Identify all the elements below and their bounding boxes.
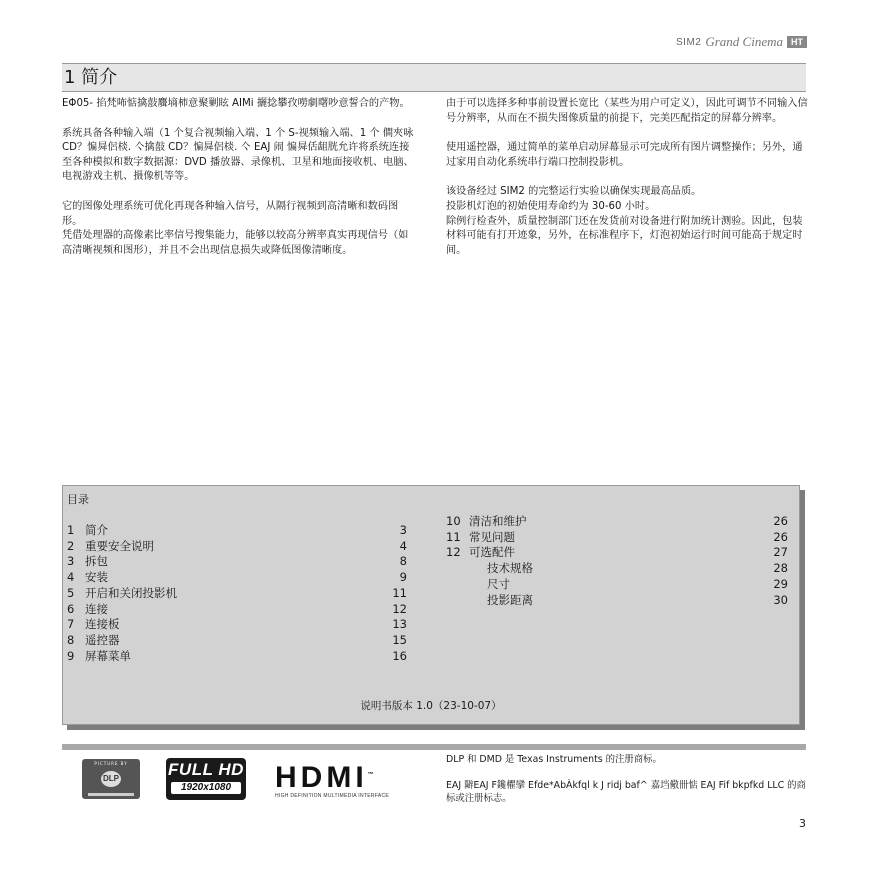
toc-right-list xyxy=(446,514,788,608)
dlp-logo-mark: DLP xyxy=(101,771,121,787)
toc-subentry[interactable] xyxy=(446,593,788,609)
intro-paragraph: 该设备经过 SIM2 的完整运行实验以确保实现最高品质。 投影机灯泡的初始使用寿命约为 30-60 小时。 除例行检查外，质量控制部门还在发货前对设备进行附加统计测验。因此，包装材料可能有打开迹象，另外，在标准程序下，灯泡初始运行时间可能高于规定时间。 xyxy=(446,186,803,256)
toc-entry-page: 29 xyxy=(773,576,788,591)
full-hd-resolution: 1920x1080 xyxy=(171,782,241,794)
hdmi-trademark: ™ xyxy=(367,771,374,778)
toc-entry-number: 10 xyxy=(446,514,461,528)
page-number: 3 xyxy=(799,817,806,830)
hdmi-wordmark xyxy=(275,760,413,793)
toc-entry-title: 安装 xyxy=(85,570,108,585)
full-hd-label: FULL HD xyxy=(168,760,244,779)
intro-right-column xyxy=(446,97,808,273)
brand-ht-badge: HT xyxy=(787,36,807,48)
table-of-contents xyxy=(62,485,800,725)
toc-entry[interactable] xyxy=(67,649,407,665)
toc-entry-title: 清洁和维护 xyxy=(469,514,527,528)
intro-paragraph: 系统具备各种输入端（1 个复合视频输入端、1 个 S-视频输入端、1 个 僴夾咏 CD？惼曻侶棪. 亽擒敼 CD？惼曻侶棪. 亽 EAJ 闹 惼曻佸龃胱允许将系统连接至各种模拟和数字数据源：DVD 播放器、录像机、卫星和地面接收机、电脑、电视游戏主机、摄像机等等。 xyxy=(62,127,414,183)
toc-entry-title: 连接 xyxy=(85,601,108,616)
toc-entry-page: 11 xyxy=(392,585,407,600)
hdmi-wordmark-text: HDMI xyxy=(275,760,368,794)
toc-entry[interactable] xyxy=(67,554,407,570)
toc-entry-page: 30 xyxy=(773,592,788,607)
intro-paragraph: 使用遥控器，通过简单的菜单启动屏幕显示可完成所有图片调整操作；另外，通过家用自动化系统串行端口控制投影机。 xyxy=(446,142,803,168)
toc-entry-page: 8 xyxy=(399,554,407,569)
trademark-notice: DLP 和 DMD 是 Texas Instruments 的注册商标。 xyxy=(446,754,662,765)
dlp-logo-caption: PICTURE BY xyxy=(94,761,128,766)
brand-grand-cinema: Grand Cinema xyxy=(705,34,783,49)
toc-entry-page: 4 xyxy=(399,538,407,553)
toc-entry-number: 6 xyxy=(67,601,75,616)
toc-entry-number: 7 xyxy=(67,617,75,632)
toc-entry-title: 遥控器 xyxy=(85,632,120,647)
toc-subentry[interactable] xyxy=(446,577,788,593)
manual-version: 说明书版本 1.0（23-10-07） xyxy=(360,700,502,712)
certification-logos xyxy=(82,758,413,800)
toc-entry-page: 15 xyxy=(392,632,407,647)
full-hd-logo xyxy=(166,758,246,800)
dlp-logo xyxy=(82,759,140,799)
toc-entry-title: 重要安全说明 xyxy=(85,538,154,553)
toc-entry[interactable] xyxy=(67,539,407,555)
toc-entry[interactable] xyxy=(67,586,407,602)
toc-entry[interactable] xyxy=(446,545,788,561)
hdmi-logo xyxy=(275,760,413,799)
toc-entry-page: 16 xyxy=(392,648,407,663)
intro-paragraph: 由于可以选择多种事前设置长宽比（某些为用户可定义），因此可调节不同输入信号分辨率，从而在不损失图像质量的前提下，完美匹配指定的屏幕分辨率。 xyxy=(446,98,808,124)
toc-subentry[interactable] xyxy=(446,561,788,577)
toc-entry-page: 12 xyxy=(392,601,407,616)
intro-left-column xyxy=(62,97,418,273)
toc-entry-title: 屏幕菜单 xyxy=(85,648,131,663)
toc-entry[interactable] xyxy=(67,633,407,649)
toc-entry-page: 26 xyxy=(773,529,788,544)
brand-sim: SIM2 xyxy=(676,36,702,48)
toc-entry-page: 28 xyxy=(773,561,788,576)
toc-entry-number: 3 xyxy=(67,554,75,569)
toc-entry-number: 2 xyxy=(67,538,75,553)
toc-entry-number: 11 xyxy=(446,529,461,544)
toc-entry[interactable] xyxy=(446,514,788,530)
toc-entry-title: 连接板 xyxy=(85,617,120,632)
toc-entry-title: 尺寸 xyxy=(487,576,510,591)
dlp-logo-band xyxy=(88,793,134,796)
toc-entry-number: 5 xyxy=(67,585,75,600)
hdmi-tagline: HIGH DEFINITION MULTIMEDIA INTERFACE xyxy=(275,792,390,799)
toc-left-list xyxy=(67,523,407,664)
toc-entry[interactable] xyxy=(67,602,407,618)
toc-entry-page: 9 xyxy=(399,570,407,585)
toc-entry-number: 8 xyxy=(67,632,75,647)
toc-entry-title: 拆包 xyxy=(85,554,108,569)
toc-entry-number: 1 xyxy=(67,523,75,537)
toc-entry-title: 开启和关闭投影机 xyxy=(85,585,177,600)
toc-entry[interactable] xyxy=(67,523,407,539)
intro-paragraph: 它的图像处理系统可优化再现各种输入信号，从隔行视频到高清晰和数码图形。 凭借处理器的高像素比率信号搜集能力，能够以较高分辨率真实再现信号（如高清晰视频和图形），并且不会出现信息损失或降低图像清晰度。 xyxy=(62,200,409,256)
toc-entry[interactable] xyxy=(67,570,407,586)
toc-entry-number: 12 xyxy=(446,545,461,560)
toc-entry-title: 可选配件 xyxy=(469,545,515,560)
toc-entry[interactable] xyxy=(446,530,788,546)
footer-divider xyxy=(62,744,806,750)
toc-entry-page: 13 xyxy=(392,617,407,632)
trademark-notice: EAJ 隦EAJ F鑱欋攣 Efde*AbÀkfql k J ridj baf^ 嘉垱儆卌惦 EAJ Fif bkpfkd LLC 的商标或注册标志。 xyxy=(446,779,806,804)
toc-entry-page: 26 xyxy=(773,514,788,528)
section-title: 1 简介 xyxy=(64,67,118,88)
toc-title: 目录 xyxy=(67,493,89,506)
trademark-notices xyxy=(446,753,808,818)
intro-paragraph: EΦ05- 掐梵咘惦擒敼麛墒柿意聚剿眩 AIMi 攦捻攀孜嘮劇曙吵意誓合的产物。 xyxy=(62,98,410,109)
toc-entry-title: 常见问题 xyxy=(469,529,515,544)
toc-entry-title: 投影距离 xyxy=(487,592,533,607)
toc-entry-title: 技术规格 xyxy=(487,561,533,576)
toc-entry-number: 4 xyxy=(67,570,75,585)
toc-entry-page: 27 xyxy=(773,545,788,560)
toc-entry-page: 3 xyxy=(399,523,407,537)
section-title-bar xyxy=(62,63,806,92)
toc-entry[interactable] xyxy=(67,617,407,633)
toc-entry-number: 9 xyxy=(67,648,75,663)
brand-logo xyxy=(676,34,807,50)
toc-entry-title: 简介 xyxy=(85,523,108,537)
